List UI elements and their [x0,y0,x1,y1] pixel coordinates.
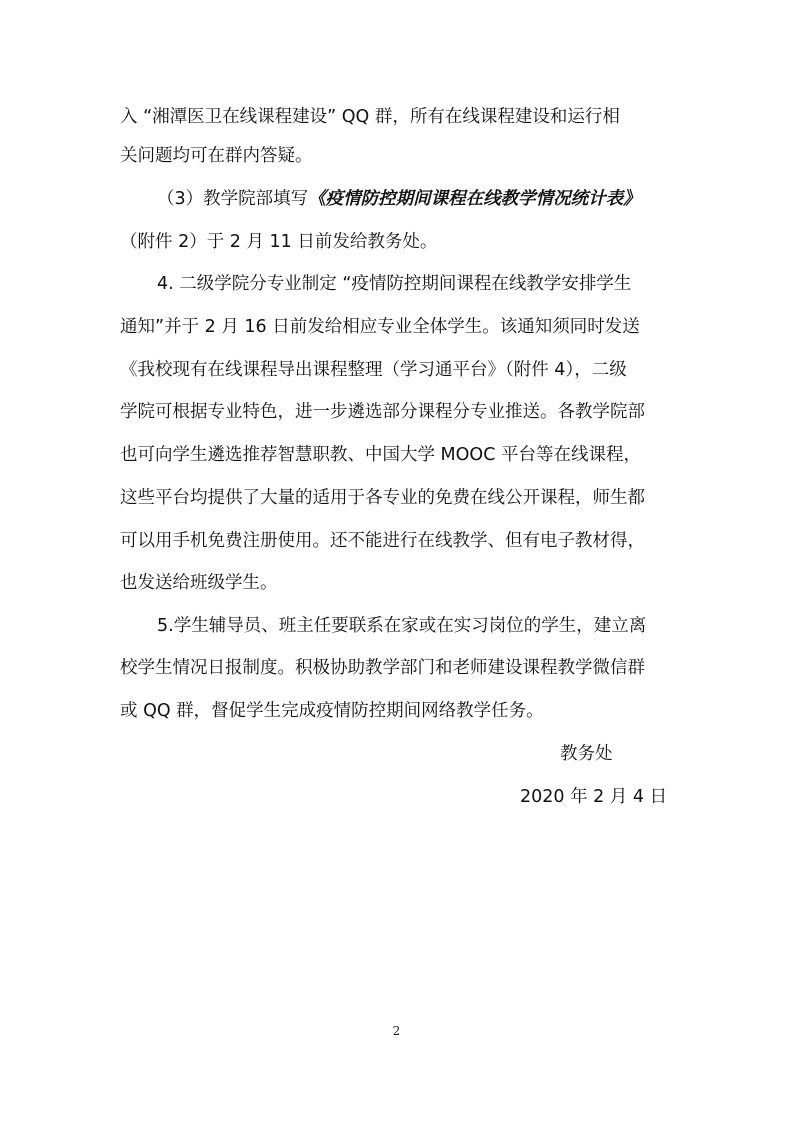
statistics-form-title: 《疫情防控期间课程在线教学情况统计表》 [308,189,641,209]
paragraph-line: 《我校现有在线课程导出课程整理（学习通平台》（附件 4），二级 [120,360,627,380]
paragraph-line: 也发送给班级学生。 [120,573,278,593]
paragraph-line: 校学生情况日报制度。积极协助教学部门和老师建设课程教学微信群 [120,658,645,678]
item-3-line [157,187,641,211]
item-4-line: 4. 二级学院分专业制定 “疫情防控期间课程在线教学安排学生 [157,274,632,294]
signature-date: 2020 年 2 月 4 日 [520,787,668,807]
paragraph-line: 入 “湘潭医卫在线课程建设” QQ 群，所有在线课程建设和运行相 [120,107,620,127]
paragraph-line: （附件 2）于 2 月 11 日前发给教务处。 [120,232,438,252]
signature-department: 教务处 [560,744,613,764]
paragraph-line: 通知”并于 2 月 16 日前发给相应专业全体学生。该通知须同时发送 [120,317,640,337]
paragraph-line: 学院可根据专业特色，进一步遴选部分课程分专业推送。各教学院部 [120,402,645,422]
paragraph-line: 可以用手机免费注册使用。还不能进行在线教学、但有电子教材得， [120,531,645,551]
paragraph-line: 关问题均可在群内答疑。 [120,146,313,166]
paragraph-line: 或 QQ 群，督促学生完成疫情防控期间网络教学任务。 [120,701,544,721]
page-number: 2 [392,1024,401,1038]
item-3-prefix: （3）教学院部填写 [157,189,309,209]
item-5-line: 5.学生辅导员、班主任要联系在家或在实习岗位的学生，建立离 [157,616,647,636]
paragraph-line: 这些平台均提供了大量的适用于各专业的免费在线公开课程，师生都 [120,488,645,508]
paragraph-line: 也可向学生遴选推荐智慧职教、中国大学 MOOC 平台等在线课程， [120,445,641,465]
